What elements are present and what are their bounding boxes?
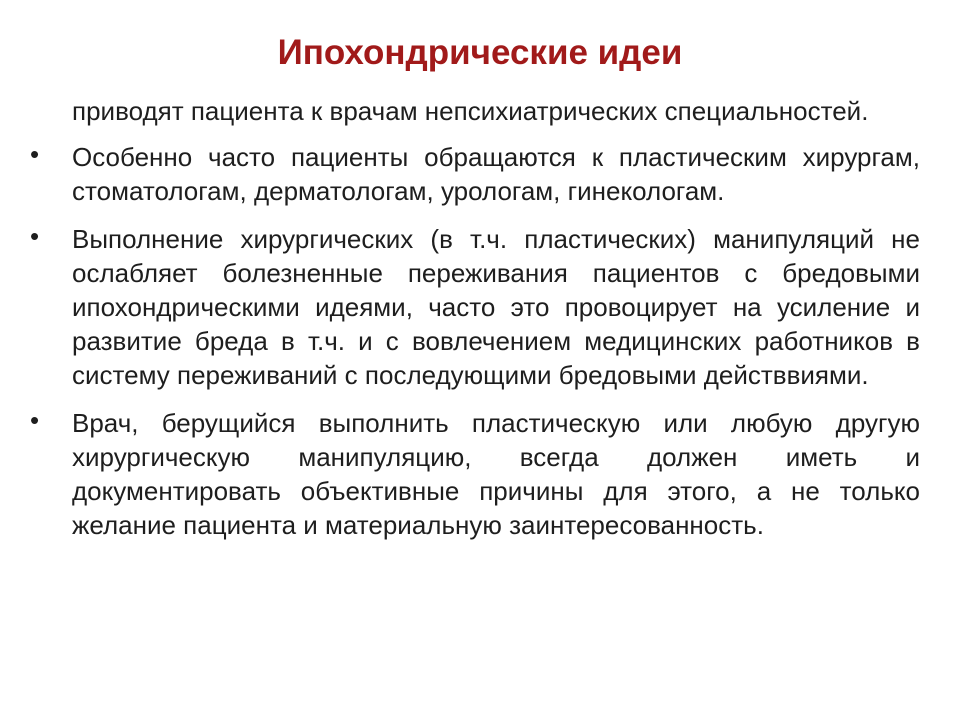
- slide-title: Ипохондрические идеи: [277, 33, 683, 72]
- bullet-item: [30, 140, 920, 208]
- bullet-icon: •: [30, 221, 40, 251]
- bullet-item: [30, 406, 920, 542]
- paragraph-text: приводят пациента к врачам непсихиатрических специальностей.: [72, 96, 869, 126]
- bullet-icon: •: [30, 405, 40, 435]
- bullet-text: Врач, берущийся выполнить пластическую или любую другую хирургическую манипуляцию, всегда должен иметь и документировать объективные причины для этого, а не только желание пациента и материальную заинтересованность.: [72, 408, 920, 540]
- bullet-icon: •: [30, 139, 40, 169]
- slide-body: [30, 94, 920, 556]
- bullet-item: [30, 222, 920, 392]
- bullet-text: Выполнение хирургических (в т.ч. пластических) манипуляций не ослабляет болезненные переживания пациентов с бредовыми ипохондрическими идеями, часто это провоцирует на усиление и развитие бреда в т.ч. и с вовлечением медицинских работников в систему переживаний с последующими бредовыми действвиями.: [72, 224, 920, 390]
- bullet-text: Особенно часто пациенты обращаются к пластическим хирургам, стоматологам, дерматологам, урологам, гинекологам.: [72, 142, 920, 206]
- paragraph-intro: [30, 94, 920, 128]
